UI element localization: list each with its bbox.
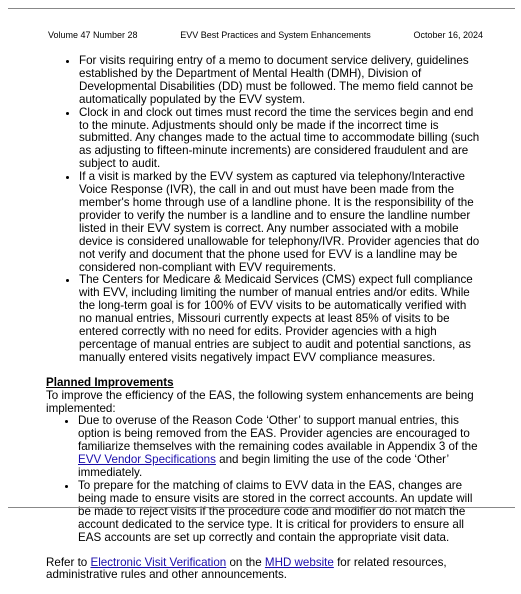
header-title: EVV Best Practices and System Enhancements [180,30,371,40]
list-item: • For visits requiring entry of a memo to document service delivery, guidelines established by the Department of Mental Health (DMH), Division of Developmental Disabilities (DD) must be followed. The memo field cannot be automatically populated by the EVV system. [79,55,480,107]
list-item: • Clock in and clock out times must record the time the services begin and end to the minute. Adjustments should only be made if the incorrect time is submitted. Any changes made to the actual time to accommodate billing (such as adjusting to fifteen-minute increments) are considered fraudulent and are subject to audit. [79,107,480,172]
refer-text: on the [226,555,265,569]
list-item: • If a visit is marked by the EVV system as captured via telephony/Interactive Voice Response (IVR), the call in and out must have been made from the member's home through use of a landline phone. It is the responsibility of the provider to verify the number is a landline and to ensure the landline number listed in their EVV system is correct. Any number associated with a mobile device is considered unallowable for telephony/IVR. Provider agencies that do not verify and document that the phone used for EVV is a landline may be considered non-compliant with EVV requirements. [79,171,480,274]
best-practices-list [46,55,480,365]
mhd-website-link[interactable]: MHD website [264,555,334,569]
list-item [78,415,480,480]
planned-intro: To improve the efficiency of the EAS, the following system enhancements are being implemented: [46,388,474,415]
list-item: • The Centers for Medicare & Medicaid Services (CMS) expect full compliance with EVV, including limiting the number of manual entries and/or edits. While the long-term goal is for 100% of EVV visits to be automatically verified with no manual entries, Missouri currently expects at least 85% of visits to be entered correctly with no need for edits. Provider agencies with a high percentage of manual entries are subject to audit and potential sanctions, as manually entered visits negatively impact EVV compliance measures. [79,274,480,364]
top-divider [8,8,515,9]
page-header [48,30,483,40]
volume-label: Volume 47 Number 28 [48,30,138,40]
main-content [46,55,480,594]
list-item: • To prepare for the matching of claims to EVV data in the EAS, changes are being made to ensure visits are stored in the correct accounts. An update will be made to reject visits if the procedure code and modifier do not match the account dedicated to the service type. It is critical for providers to ensure all EAS accounts are set up correctly and contain the appropriate visit data. [78,480,480,545]
electronic-visit-verification-link[interactable]: Electronic Visit Verification [90,555,227,569]
refer-text: Refer to [46,555,91,569]
refer-text: for related resources, administrative rules and other announcements. [46,555,447,582]
refer-paragraph [46,557,480,583]
enhancements-list [46,415,480,544]
item-text: and begin limiting the use of the code ‘Other’ immediately. [78,453,449,480]
header-date: October 16, 2024 [413,30,483,40]
evv-vendor-specifications-link[interactable]: EVV Vendor Specifications [78,453,216,467]
planned-improvements-heading: Planned Improvements [46,375,174,389]
bottom-divider [8,507,515,508]
item-text: Due to overuse of the Reason Code ‘Other’ to support manual entries, this option is being removed from the EAS. Provider agencies are encouraged to familiarize themselves with the remaining codes available in Appendix 3 of the [78,414,478,454]
